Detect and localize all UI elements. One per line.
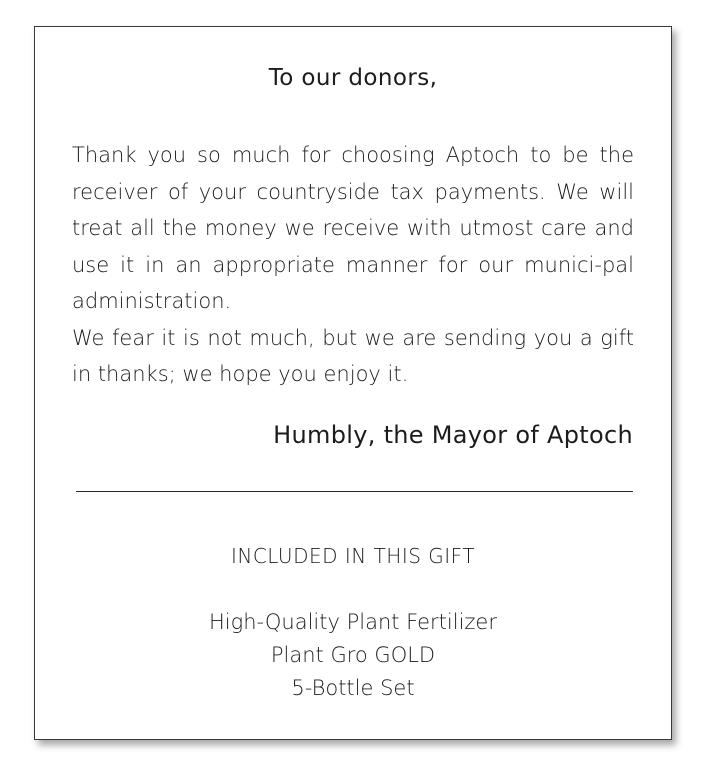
gift-item: 5-Bottle Set bbox=[291, 676, 415, 700]
gift-heading: INCLUDED IN THIS GIFT bbox=[230, 544, 476, 568]
gift-item-list bbox=[35, 606, 671, 705]
greeting-heading: To our donors, bbox=[268, 65, 438, 91]
letter-paragraph: We fear it is not much, but we are sending you a gift in thanks; we hope you enjoy it. bbox=[72, 325, 634, 386]
letter-card bbox=[34, 26, 672, 740]
gift-item: High-Quality Plant Fertilizer bbox=[209, 610, 497, 634]
signature: Humbly, the Mayor of Aptoch bbox=[273, 421, 633, 449]
gift-item: Plant Gro GOLD bbox=[270, 643, 436, 667]
divider bbox=[76, 491, 633, 492]
letter-paragraph: Thank you so much for choosing Aptoch to be the receiver of your countryside tax payments. We will treat all the money we receive with utmost care and use it in an appropriate manner for our munici-pal administration. bbox=[72, 143, 634, 313]
letter-body bbox=[72, 137, 634, 393]
